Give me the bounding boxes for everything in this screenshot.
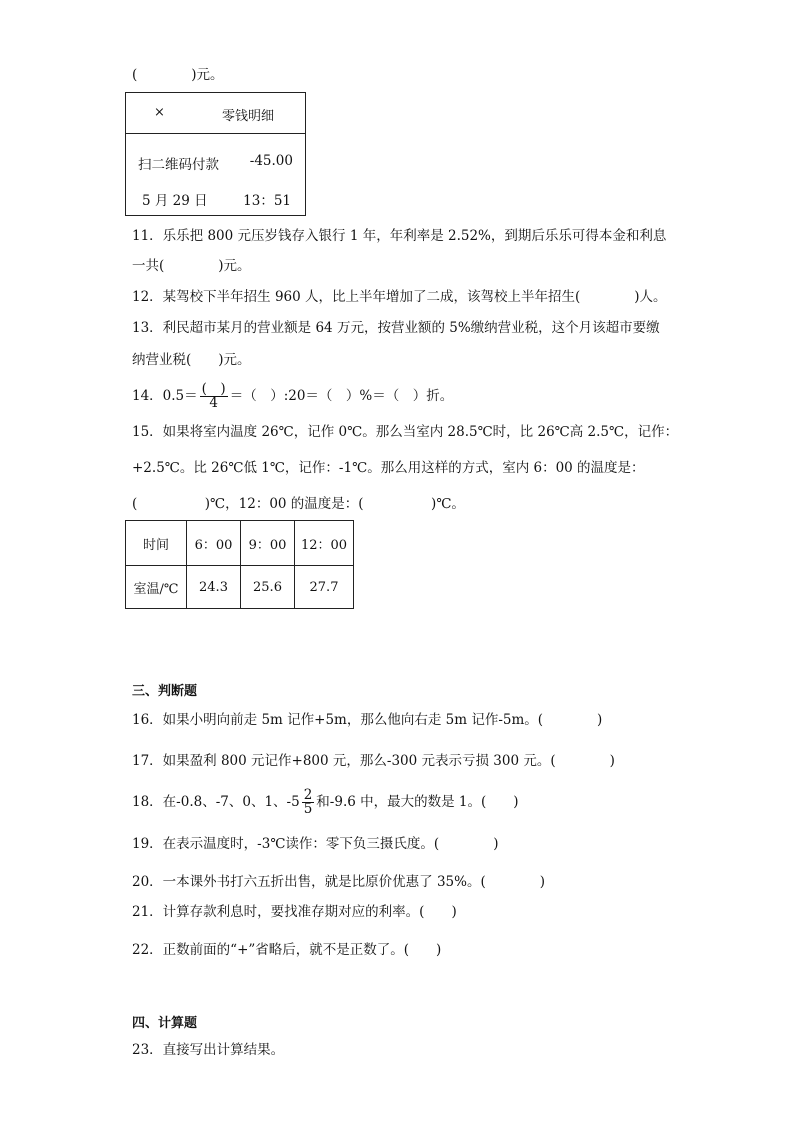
q11-text-line1: 11．乐乐把 800 元压岁钱存入银行 1 年，年利率是 2.52%，到期后乐乐可得本金和利息 (132, 228, 667, 244)
q18-suffix: 和-9.6 中，最大的数是 1。( ) (316, 794, 519, 810)
table-cell: 27.7 (295, 566, 354, 609)
q12-text: 12．某驾校下半年招生 960 人，比上半年增加了二成，该驾校上半年招生( )人。 (132, 289, 667, 305)
table-cell: 室温/℃ (126, 566, 187, 609)
table-header-cell: 9：00 (241, 521, 295, 566)
q23-text: 23．直接写出计算结果。 (132, 1042, 285, 1058)
q16-text: 16．如果小明向前走 5m 记作+5m，那么他向右走 5m 记作-5m。( ) (132, 712, 603, 728)
close-icon: × (154, 105, 165, 120)
q14-text (132, 381, 453, 411)
q19-text: 19．在表示温度时，-3℃读作：零下负三摄氏度。( ) (132, 836, 499, 852)
table-header-cell: 时间 (126, 521, 187, 566)
section-title-judgment: 三、判断题 (132, 684, 198, 699)
receipt-payment-amount: -45.00 (249, 153, 293, 169)
q14-fraction-numerator: ( ) (201, 381, 226, 397)
q15-text-line2: +2.5℃。比 26℃低 1℃，记作：-1℃。那么用这样的方式，室内 6：00 的温度是： (132, 460, 645, 476)
section-title-calculation: 四、计算题 (132, 1016, 198, 1031)
receipt-payment-label: 扫二维码付款 (138, 157, 219, 173)
q10-answer-blank: ( )元。 (132, 67, 224, 83)
q14-fraction (200, 383, 228, 410)
table-cell: 25.6 (241, 566, 295, 609)
q15-text-line3: ( )℃，12：00 的温度是：( )℃。 (132, 496, 465, 512)
q18-prefix: 18．在-0.8、-7、0、1、-5 (132, 794, 300, 810)
q20-text: 20．一本课外书打六五折出售，就是比原价优惠了 35%。( ) (132, 874, 546, 890)
receipt-card (125, 92, 306, 216)
table-row (126, 521, 354, 566)
table-header-cell: 12：00 (295, 521, 354, 566)
q15-text-line1: 15．如果将室内温度 26℃，记作 0℃。那么当室内 28.5℃时，比 26℃高 2.5℃，记作： (132, 424, 679, 440)
q18-text (132, 786, 519, 818)
q13-text-line1: 13．利民超市某月的营业额是 64 万元，按营业额的 5%缴纳营业税，这个月该超市要缴 (132, 320, 660, 336)
q14-prefix: 14．0.5＝ (132, 388, 198, 404)
q18-fraction-denominator: 5 (303, 801, 313, 817)
q11-text-line2: 一共( )元。 (132, 258, 251, 274)
table-header-cell: 6：00 (187, 521, 241, 566)
q14-fraction-denominator: 4 (209, 395, 218, 411)
q18-fraction-numerator: 2 (303, 787, 313, 803)
table-cell: 24.3 (187, 566, 241, 609)
receipt-time: 13：51 (243, 193, 291, 209)
q18-fraction (302, 789, 315, 816)
temperature-table (125, 520, 354, 609)
receipt-header (126, 93, 305, 134)
q22-text: 22．正数前面的“+”省略后，就不是正数了。( ) (132, 942, 442, 958)
receipt-title: 零钱明细 (222, 109, 275, 124)
q17-text: 17．如果盈利 800 元记作+800 元，那么-300 元表示亏损 300 元。( ) (132, 753, 615, 769)
q14-suffix: ＝（ ）:20＝（ ）%＝（ ）折。 (229, 388, 454, 404)
q13-text-line2: 纳营业税( )元。 (132, 352, 251, 368)
receipt-date: 5 月 29 日 (142, 193, 208, 209)
q21-text: 21．计算存款利息时，要找准存期对应的利率。( ) (132, 904, 457, 920)
table-row (126, 566, 354, 609)
